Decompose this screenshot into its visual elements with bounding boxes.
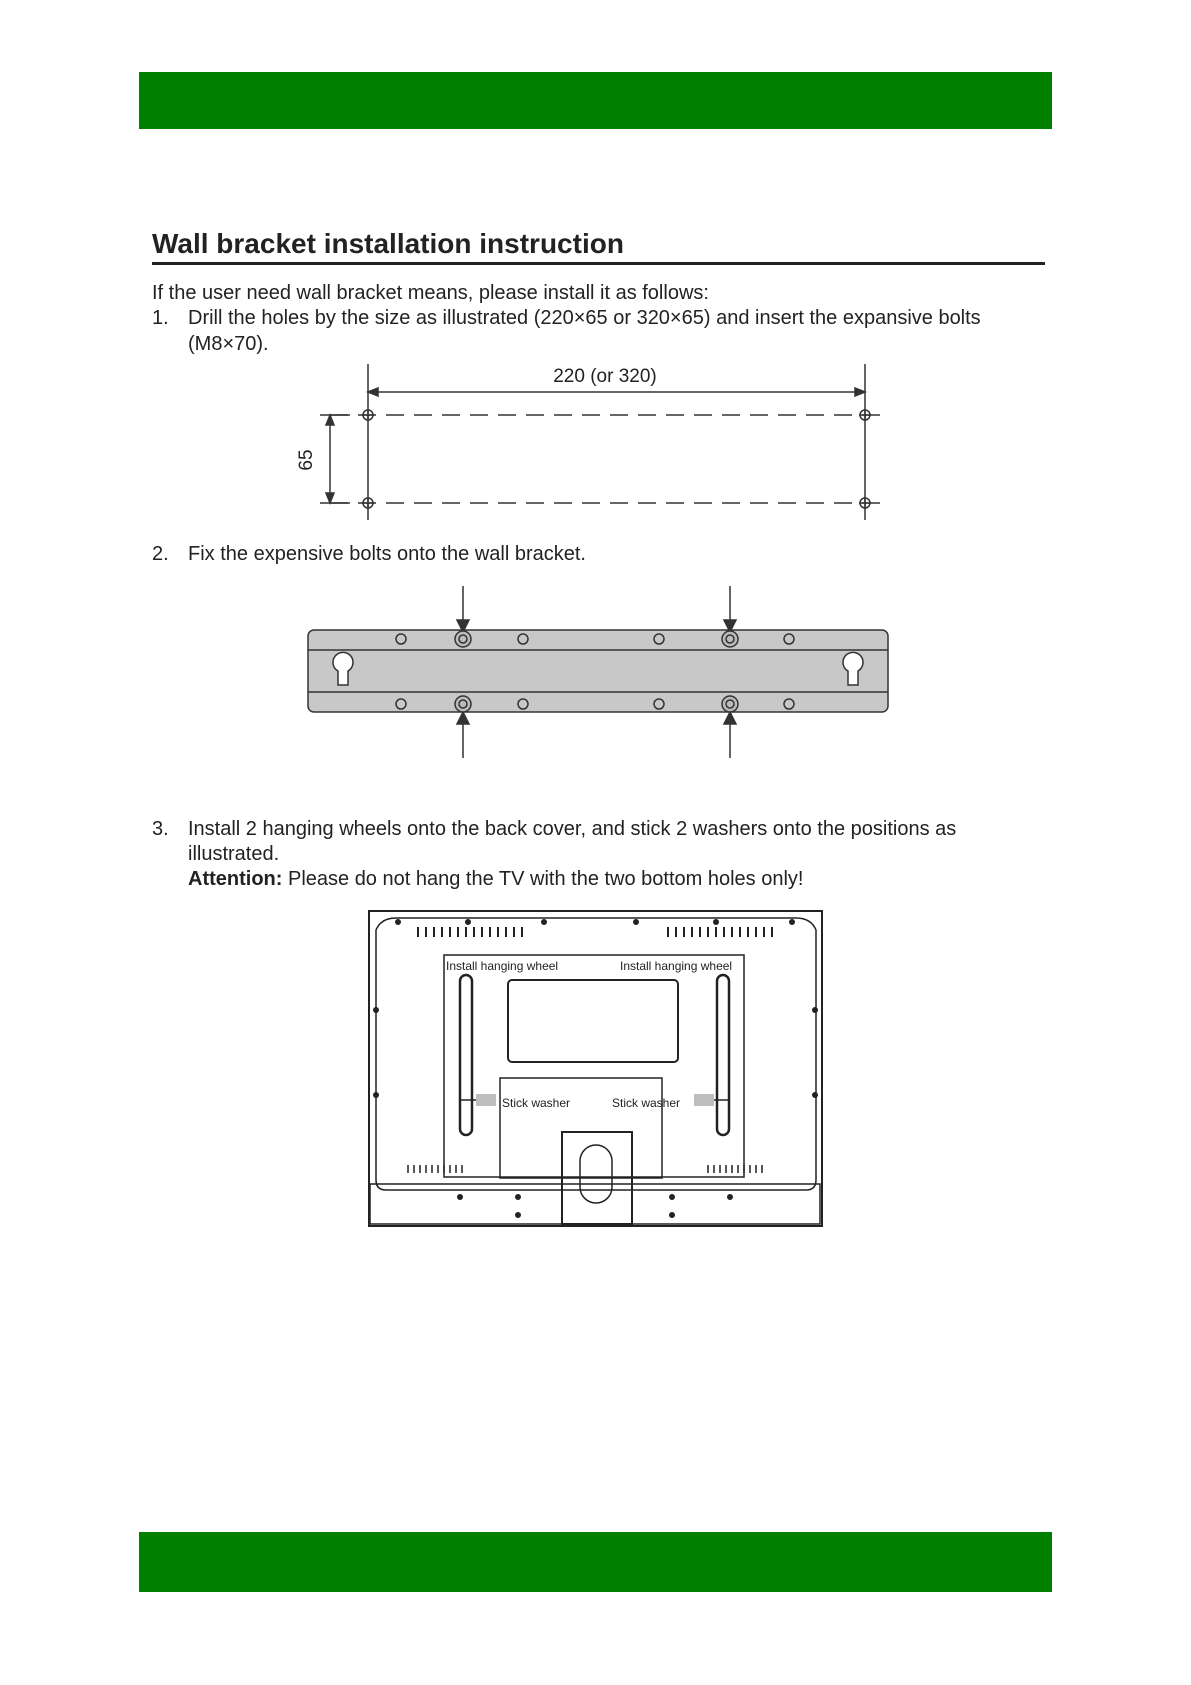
height-label: 65 xyxy=(296,449,317,471)
right-hanging-slot xyxy=(717,975,729,1135)
vesa-area xyxy=(508,980,678,1062)
left-hanging-slot xyxy=(460,975,472,1135)
hang-label-left: Install hanging wheel xyxy=(446,959,559,973)
page-title: Wall bracket installation instruction xyxy=(152,228,624,259)
step-3-number: 3. xyxy=(152,818,169,840)
header-band xyxy=(139,72,1052,129)
attention-note xyxy=(188,868,804,891)
step-1-number: 1. xyxy=(152,307,169,329)
right-washer xyxy=(694,1094,714,1106)
washer-label-right: Stick washer xyxy=(612,1096,681,1110)
width-label: 220 (or 320) xyxy=(553,366,657,387)
washer-label-left: Stick washer xyxy=(502,1096,571,1110)
step-3-text: Install 2 hanging wheels onto the back cover, and stick 2 washers onto the positions as xyxy=(188,818,957,840)
hang-label-right: Install hanging wheel xyxy=(620,959,733,973)
step-3-text-cont: illustrated. xyxy=(188,843,280,865)
attention-label: Attention: xyxy=(188,868,283,890)
tv-back-diagram xyxy=(368,910,824,1230)
attention-text: Please do not hang the TV with the two bottom holes only! xyxy=(282,868,804,890)
stand-slot xyxy=(580,1145,612,1203)
intro-text: If the user need wall bracket means, please install it as follows: xyxy=(152,282,709,304)
step-2-text: Fix the expensive bolts onto the wall bracket. xyxy=(188,543,586,565)
step-1-text: Drill the holes by the size as illustrated (220×65 or 320×65) and insert the expansive bolts xyxy=(188,307,981,329)
title-rule xyxy=(152,262,1045,265)
step-1-text-cont: (M8×70). xyxy=(188,333,269,355)
drill-hole-diagram xyxy=(290,360,900,525)
wall-bracket-diagram xyxy=(305,582,890,762)
footer-band xyxy=(139,1532,1052,1592)
bracket-plate xyxy=(308,630,888,712)
left-washer xyxy=(476,1094,496,1106)
step-2-number: 2. xyxy=(152,543,169,565)
